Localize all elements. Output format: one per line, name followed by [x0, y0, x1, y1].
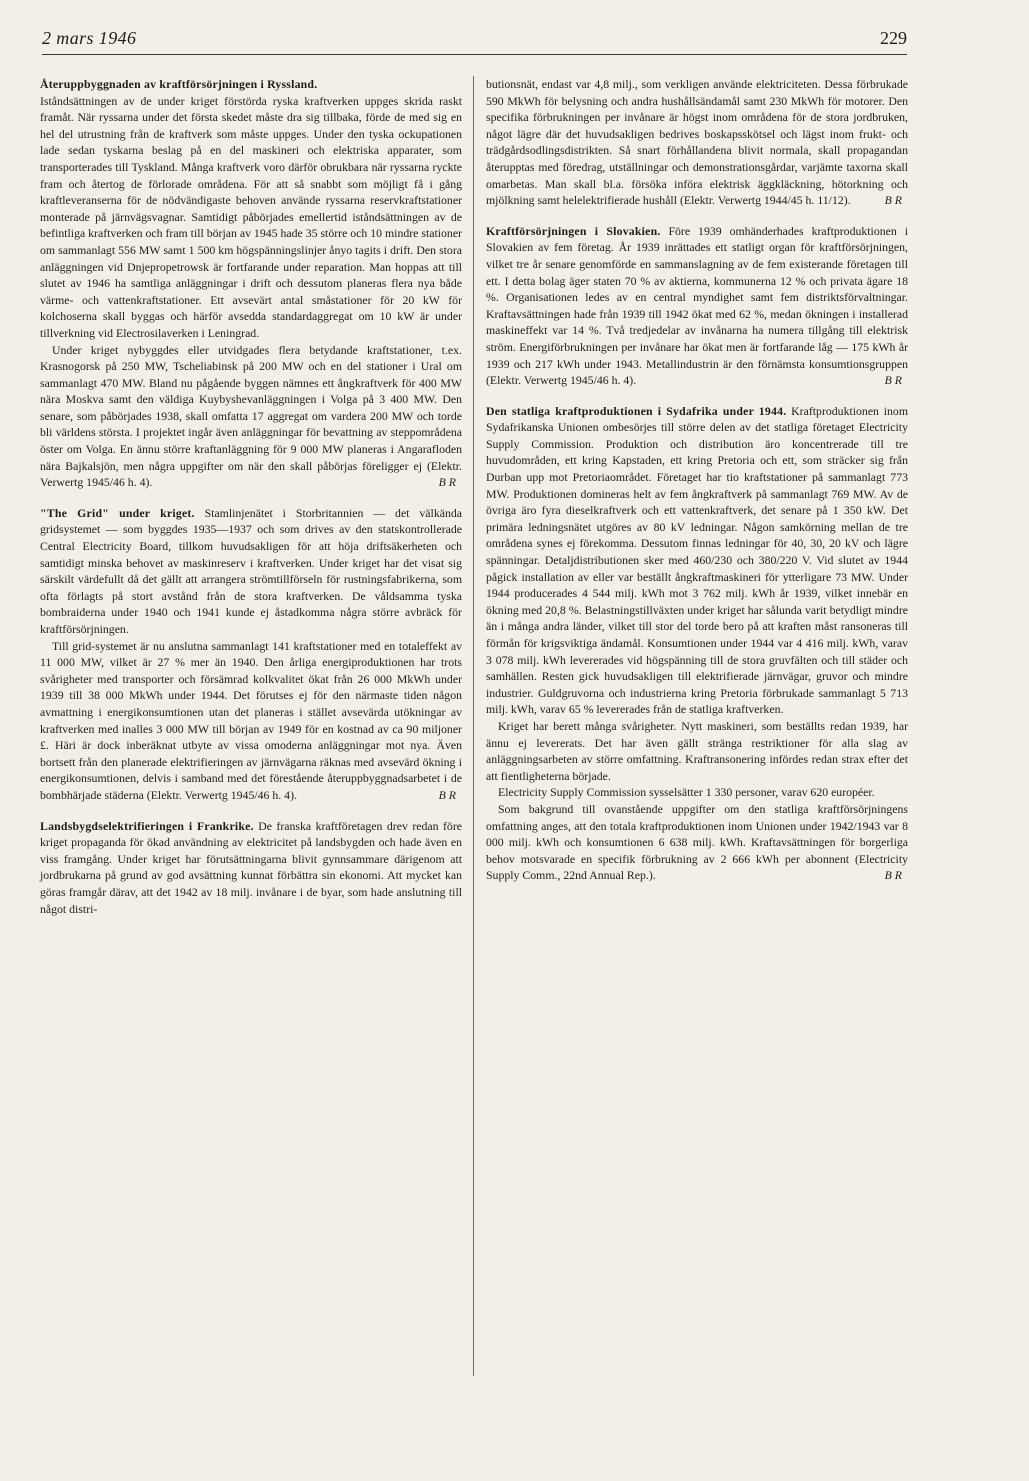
page-number: 229 [880, 28, 907, 48]
author-signature: B R [438, 475, 456, 490]
article-title: Den statliga kraftproduktionen i Sydafrika under 1944. [486, 403, 787, 418]
article-paragraph [486, 223, 908, 389]
author-signature: B R [438, 787, 456, 802]
article-title: "The Grid" under kriget. [40, 505, 195, 520]
article-frankrike-continued [486, 76, 908, 209]
article-sydafrika [486, 403, 908, 884]
article-slovakien [486, 223, 908, 389]
article-paragraph: Electricity Supply Commission sysselsätter 1 330 personer, varav 620 européer. [498, 785, 875, 800]
article-paragraph [486, 403, 908, 718]
running-head [42, 28, 907, 55]
article-paragraph [40, 818, 462, 918]
right-column [486, 76, 908, 898]
article-paragraph: Under kriget nybyggdes eller utvidgades flera betydande kraftstationer, t.ex. Krasnogorsk på 250 MW, Tscheliabinsk på 200 MW och en del stationer i Ural om sammanlagt 470 MW. Bland nu pågående byggen nämnes ett ångkraftverk för 400 MW nära Moskva samt den väldiga Kuybyshevanläggningen i Volga på 3 400 MW. Den senare, som påbörjades 1938, skall omfatta 17 aggregat om vardera 200 MW och torde bli världens största. I projektet ingår även anläggningar för bevattning av steppområdena öster om Volga. En ännu större kraftanläggning för 9 000 MW planeras i Angarafloden nära Bajkalsjön, men några uppgifter om när den skall påbörjas föreligger ej (Elektr. Verwertg 1945/46 h. 4). [40, 342, 462, 490]
author-signature: B R [884, 868, 902, 883]
article-paragraph: Som bakgrund till ovanstående uppgifter om den statliga kraftförsörjningens omfattning anges, att den totala kraftproduktionen inom Unionen under 1942/1943 var 8 000 milj. kWh och konsumtionen 6 638 milj. kWh. Kraftavsättningen för borgerliga behov motsvarade en specifik förbrukning av 2 666 kWh per abonnent (Electricity Supply Comm., 22nd Annual Rep.). [486, 801, 908, 883]
article-paragraph: butionsnät, endast var 4,8 milj., som verkligen använde elektriciteten. Dessa förbrukade 590 MkWh för belysning och andra hushållsändamål samt 230 MkWh för motorer. Den specifika förbrukningen per invånare är högst inom områdena för de stora jordbruken, något lägre där det huvudsakligen bedrives boskapsskötsel och lägst inom frukt- och trädgårdsodlingsdistrikten. Så snart förhållandena blivit normala, skall propagandan återupptas med föredrag, utställningar och demonstrationsgårdar, varjämte taxorna skall omarbetas. Man skall bl.a. försöka införa elektrisk äggkläckning, hötorkning och mjölkning samt helelektrifierade hushåll (Elektr. Verwertg 1944/45 h. 11/12). [486, 77, 908, 208]
issue-date: 2 mars 1946 [42, 28, 137, 48]
article-text: Kraftproduktionen inom Sydafrikanska Unionen ombesörjes till större delen av det statliga företaget Electricity Supply Commission. Produktion och distribution äro koncentrerade till tre huvudområden, ett kring Kapstaden, ett kring Pretoria och ett, som sträcker sig från Durban upp mot Pretoriaområdet. Företaget har tio kraftstationer på sammanlagt 773 MW. Produktionen domineras helt av fem ångkraftverk på sammanlagt 769 MW. Av de övriga äro fyra dieselkraftverk och ett vattenkraftverk, det senare på 1 350 kW. Det primära ledningsnätet utgöres av 80 kV ledningar. Någon samkörning mellan de tre områdena synes ej förekomma. Dessutom finnas ledningar för 40, 30, 20 kV och lägre spänningar. Detaljdistributionen sker med 460/230 och 380/220 V. Vid slutet av 1944 pågick installation av eller var beställt ångkraftmaskineri för ytterligare 73 MW. Under 1944 producerades 4 544 milj. kWh mot 3 762 milj. kWh år 1939, vilket innebär en ökning med 20,8 %. Belastningstillväxten under kriget har sålunda varit betydligt mindre än i många andra länder, vilket till stor del torde bero på att kraften måst ransoneras till förmån för krigsviktiga ändamål. Konsumtionen under 1944 var 4 416 milj. kWh, varav 3 078 milj. kWh levererades vid högspänning till de stora gruvfälten och till städer och samhällen. Resten gick huvudsakligen till elektrifierade järnvägar, gruvor och mindre industrier. Guldgruvorna och industrierna kring Pretoria förbrukade sammanlagt 5 713 milj. kWh, varav 65 % levererades från de statliga kraftverken. [486, 403, 908, 717]
article-the-grid [40, 505, 462, 804]
article-title: Landsbygdselektrifieringen i Frankrike. [40, 818, 254, 833]
article-paragraph [40, 505, 462, 638]
article-text: De franska kraftföretagen drev redan före kriget propaganda för ökad användning av elektricitet på landsbygden och hade även en viss framgång. Under kriget har förutsättningarna blivit gynnsammare därigenom att jordbrukarna på grund av god avsättning kunnat förbättra sin ekonomi. Att mycket kan göras framgår därav, att det 1942 av 18 milj. invånare i de byar, som hade anslutning till något distri- [40, 818, 462, 916]
article-text: Före 1939 omhänderhades kraftproduktionen i Slovakien av fem företag. År 1939 inrättades ett statligt organ för kraftförsörjningen, vilket tre år senare genomförde en sammanslagning av de fem existerande företagen till ett. I detta bolag äger staten 70 % av aktierna, kommunerna 12 % och privata ägare 18 %. Organisationen ledes av en central myndighet samt fem distriktsförvaltningar. Kraftavsättningen hade från 1939 till 1942 ökat med 62 %, medan ökningen i installerad maskineffekt var 14 %. Två tredjedelar av invånarna ha numera tillgång till elektrisk ström. Energiförbrukningen per invånare har ökat men är fortfarande låg — 175 kWh år 1939 och 217 kWh under 1943. Metallindustrin är den förnämsta konsumtionsgruppen (Elektr. Verwertg 1945/46 h. 4). [486, 223, 909, 388]
article-title: Återuppbyggnaden av kraftförsörjningen i Ryssland. [40, 77, 318, 91]
article-frankrike [40, 818, 462, 918]
article-paragraph: Kriget har berett många svårigheter. Nytt maskineri, som beställts redan 1939, har ännu ej levererats. Det har även gällt stränga restriktioner för alla slag av anläggningsarbeten av större omfattning. Kraftransonering infördes redan strax efter det att fientligheterna började. [486, 718, 908, 783]
author-signature: B R [884, 193, 902, 208]
column-divider [473, 76, 474, 1376]
article-paragraph: Till grid-systemet är nu anslutna sammanlagt 141 kraftstationer med en totaleffekt av 11 000 MW, vilket är 27 % mer än 1940. Den årliga energiproduktionen har trots svårigheter med transporter och försämrad kolkvalitet ökat från 26 000 MkWh under 1939 till 38 000 MkWh under 1944. Det förutses ej för den närmaste tiden någon avmattning i energikonsumtionen utan det planeras i stället avsevärda utökningar av kraftverken med inalles 3 000 MW till början av 1949 för en kostnad av ca 90 miljoner £. Häri är dock inberäknat utbyte av vissa omoderna anläggningar mot nya. Även bortsett från den planerade elektrifieringen av järnvägarna räknas med avsevärd ökning i energikonsumtionen, delvis i samband med det förestående återuppbyggnadsarbetet i de bombhärjade städerna (Elektr. Verwertg 1945/46 h. 4). [40, 638, 462, 802]
article-ryssland [40, 76, 462, 491]
article-paragraph [40, 76, 462, 342]
article-text: Iståndsättningen av de under kriget förstörda ryska kraftverken uppges skrida raskt framåt. När ryssarna under det första skedet måste dra sig tillbaka, förde de med sig en hel del utrustning från de kraftverk som måste uppges. Under den tyska ockupationen lade sedan tyskarna beslag på en del maskineri och elektriska apparater, som transporterades till Tyskland. Många kraftverk voro därför obrukbara när ryssarna ryckte fram och återtog de förlorade områdena. För att så snabbt som möjligt få i gång kraftleveranserna för de nödvändigaste behoven använde ryssarna reservkraftstationer monterade på järnvägsvagnar. Samtidigt påbörjades emellertid iståndsättningen av de befintliga kraftverken och fram till början av 1945 hade 35 större och 10 mindre stationer om sammanlagt 556 MW samt 1 500 km högspänningslinjer ånyo tagits i drift. Den stora anläggningen vid Dnjepropetrowsk är fortfarande under reparation. Man hoppas att till slutet av 1946 ha samtliga anläggningar i drift och dessutom planeras flera nya både värme- och vattenkraftstationer. Ett avsevärt antal småstationer för 20 kW för kolchoserna skall byggas och härför avsedda standardaggregat om 10 kW är under tillverkning vid Electrosilaverken i Leningrad. [40, 93, 462, 340]
author-signature: B R [884, 373, 902, 388]
left-column [40, 76, 462, 931]
article-text: Stamlinjenätet i Storbritannien — det välkända gridsystemet — som byggdes 1935—1937 och som drives av den statskontrollerade Central Electricity Board, tillkom huvudsakligen för att höja driftsäkerheten och samtidigt minska behovet av maskinreserv i kraftverken. Under kriget har det visat sig särskilt värdefullt då det gällt att arrangera strömtillförseln för rustningsfabrikerna, som ofta förlagts på stort avstånd från de stora kraftverken. De våldsamma tyska bombraiderna under 1940 och 1941 kunde ej åstadkomma några större avbräck för kraftförsörjningen. [40, 505, 462, 636]
article-title: Kraftförsörjningen i Slovakien. [486, 223, 661, 238]
